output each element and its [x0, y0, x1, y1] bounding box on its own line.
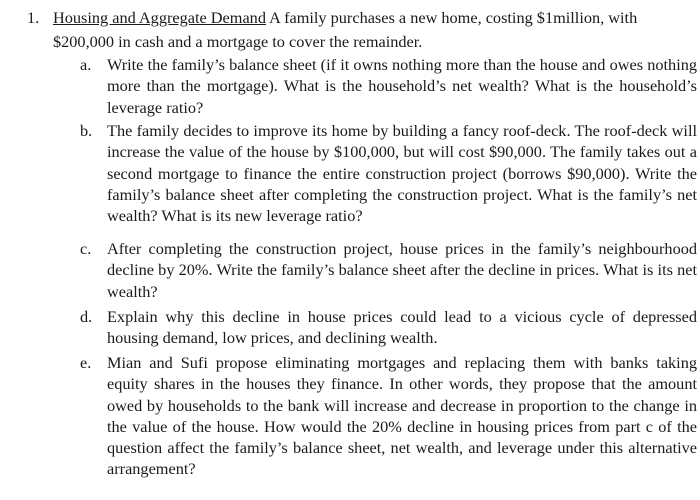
- question-number: 1.: [27, 8, 40, 27]
- question-topic: Housing and Aggregate Demand: [53, 8, 266, 27]
- sub-question-text: Explain why this decline in house prices could lead to a vicious cycle of depressed housing demand, low prices, and declining wealth.: [107, 307, 697, 348]
- sub-question-letter: a.: [80, 55, 92, 74]
- question-intro: [53, 6, 698, 54]
- sub-question-text: Mian and Sufi propose eliminating mortgages and replacing them with banks taking equity shares in the houses they finance. In other words, they propose that the amount owed by households to the bank will increase and decrease in proportion to the change in the value of the house. How would the 20% decline in housing prices from part c of the question affect the family’s balance sheet, net wealth, and leverage under this alternative arrangement?: [107, 353, 697, 479]
- sub-question-letter: e.: [80, 353, 92, 372]
- sub-question-letter: c.: [80, 239, 92, 258]
- sub-question-letter: d.: [80, 307, 93, 326]
- sub-question-text: After completing the construction project, house prices in the family’s neighbourhood decline by 20%. Write the family’s balance sheet after the decline in prices. What is its net wealth?: [107, 239, 697, 301]
- sub-question-text: The family decides to improve its home by building a fancy roof-deck. The roof-deck will increase the value of the house by $100,000, but will cost $90,000. The family takes out a second mortgage to finance the entire construction project (borrows $90,000). Write the family’s balance sheet after completing the construction project. What is the family’s net wealth? What is its new leverage ratio?: [107, 121, 697, 226]
- sub-question-letter: b.: [80, 121, 93, 140]
- sub-question-text: Write the family’s balance sheet (if it owns nothing more than the house and owes nothing more than the mortgage). What is the household’s net wealth? What is the household’s leverage ratio?: [107, 55, 697, 117]
- question-intro-text: A family purchases a new home, costing $1million, with $200,000 in cash and a mortgage to cover the remainder.: [53, 8, 638, 51]
